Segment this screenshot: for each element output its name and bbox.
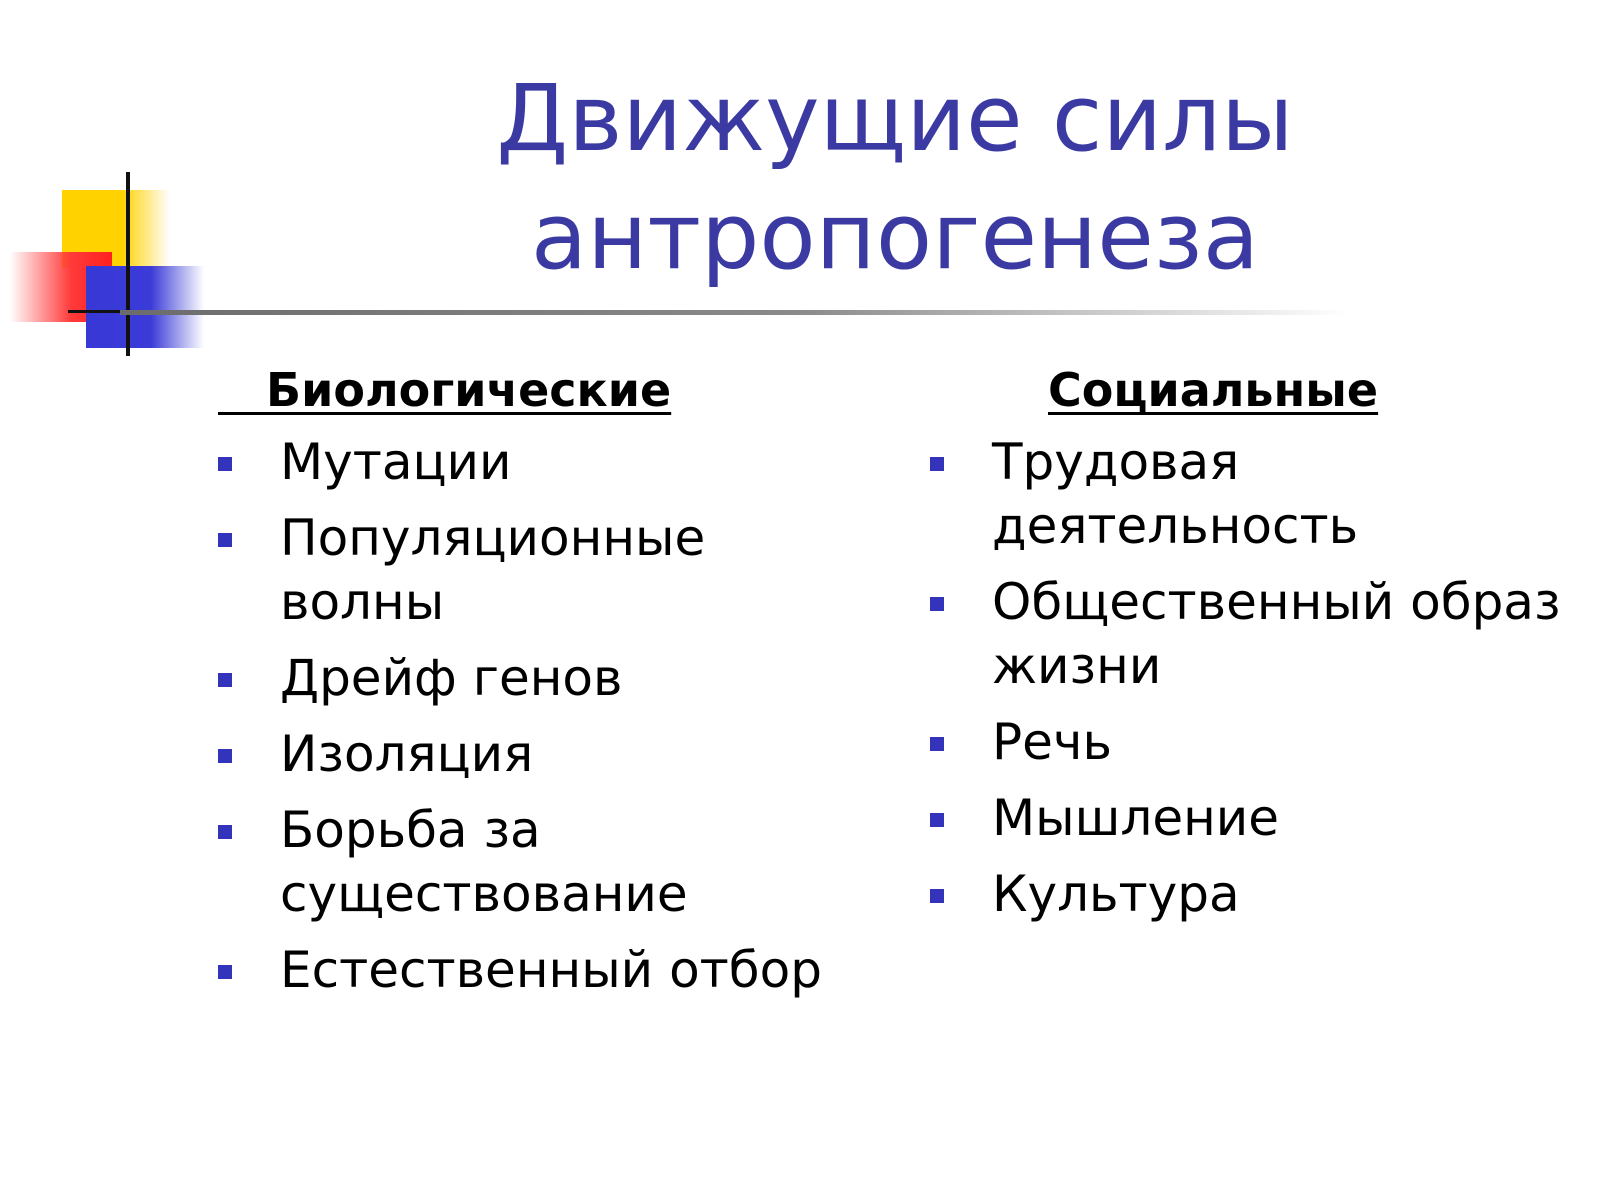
list-item-label: Общественный образ жизни bbox=[992, 573, 1561, 695]
column-heading-biological: Биологические bbox=[218, 363, 672, 417]
title-line-2: антропогенеза bbox=[530, 183, 1260, 290]
list-item bbox=[930, 430, 1412, 558]
list-item bbox=[930, 710, 1562, 774]
title-divider bbox=[120, 310, 1350, 315]
bullet-icon bbox=[218, 673, 232, 687]
list-item-label: Мышление bbox=[992, 789, 1280, 847]
list-item bbox=[930, 570, 1562, 698]
bullet-icon bbox=[930, 597, 944, 611]
list-item-label: Культура bbox=[992, 865, 1240, 923]
social-column bbox=[930, 360, 1570, 938]
list-item bbox=[218, 430, 880, 494]
list-item-label: Естественный отбор bbox=[280, 941, 822, 999]
bullet-icon bbox=[930, 457, 944, 471]
list-item bbox=[218, 798, 700, 926]
list-item-label: Борьба за существование bbox=[280, 801, 688, 923]
list-item bbox=[218, 646, 880, 710]
bullet-icon bbox=[218, 749, 232, 763]
list-item bbox=[218, 506, 880, 634]
bullet-icon bbox=[930, 889, 944, 903]
list-item-label: Изоляция bbox=[280, 725, 534, 783]
title-line-1: Движущие силы bbox=[496, 65, 1294, 172]
page-title bbox=[470, 60, 1320, 296]
list-item bbox=[930, 786, 1562, 850]
bullet-icon bbox=[218, 825, 232, 839]
social-list bbox=[930, 430, 1570, 926]
list-item-label: Популяционные волны bbox=[280, 509, 706, 631]
biological-column bbox=[218, 360, 878, 1014]
list-item-label: Трудовая деятельность bbox=[992, 433, 1359, 555]
list-item-label: Мутации bbox=[280, 433, 512, 491]
logo-vertical-line bbox=[126, 172, 130, 356]
list-item bbox=[930, 862, 1562, 926]
list-item-label: Дрейф генов bbox=[280, 649, 623, 707]
bullet-icon bbox=[218, 457, 232, 471]
logo-blue-square bbox=[86, 266, 204, 348]
bullet-icon bbox=[930, 813, 944, 827]
bullet-icon bbox=[218, 533, 232, 547]
list-item bbox=[218, 722, 880, 786]
biological-list bbox=[218, 430, 878, 1002]
list-item-label: Речь bbox=[992, 713, 1112, 771]
bullet-icon bbox=[218, 965, 232, 979]
list-item bbox=[218, 938, 880, 1002]
bullet-icon bbox=[930, 737, 944, 751]
column-heading-social: Социальные bbox=[1048, 363, 1379, 417]
